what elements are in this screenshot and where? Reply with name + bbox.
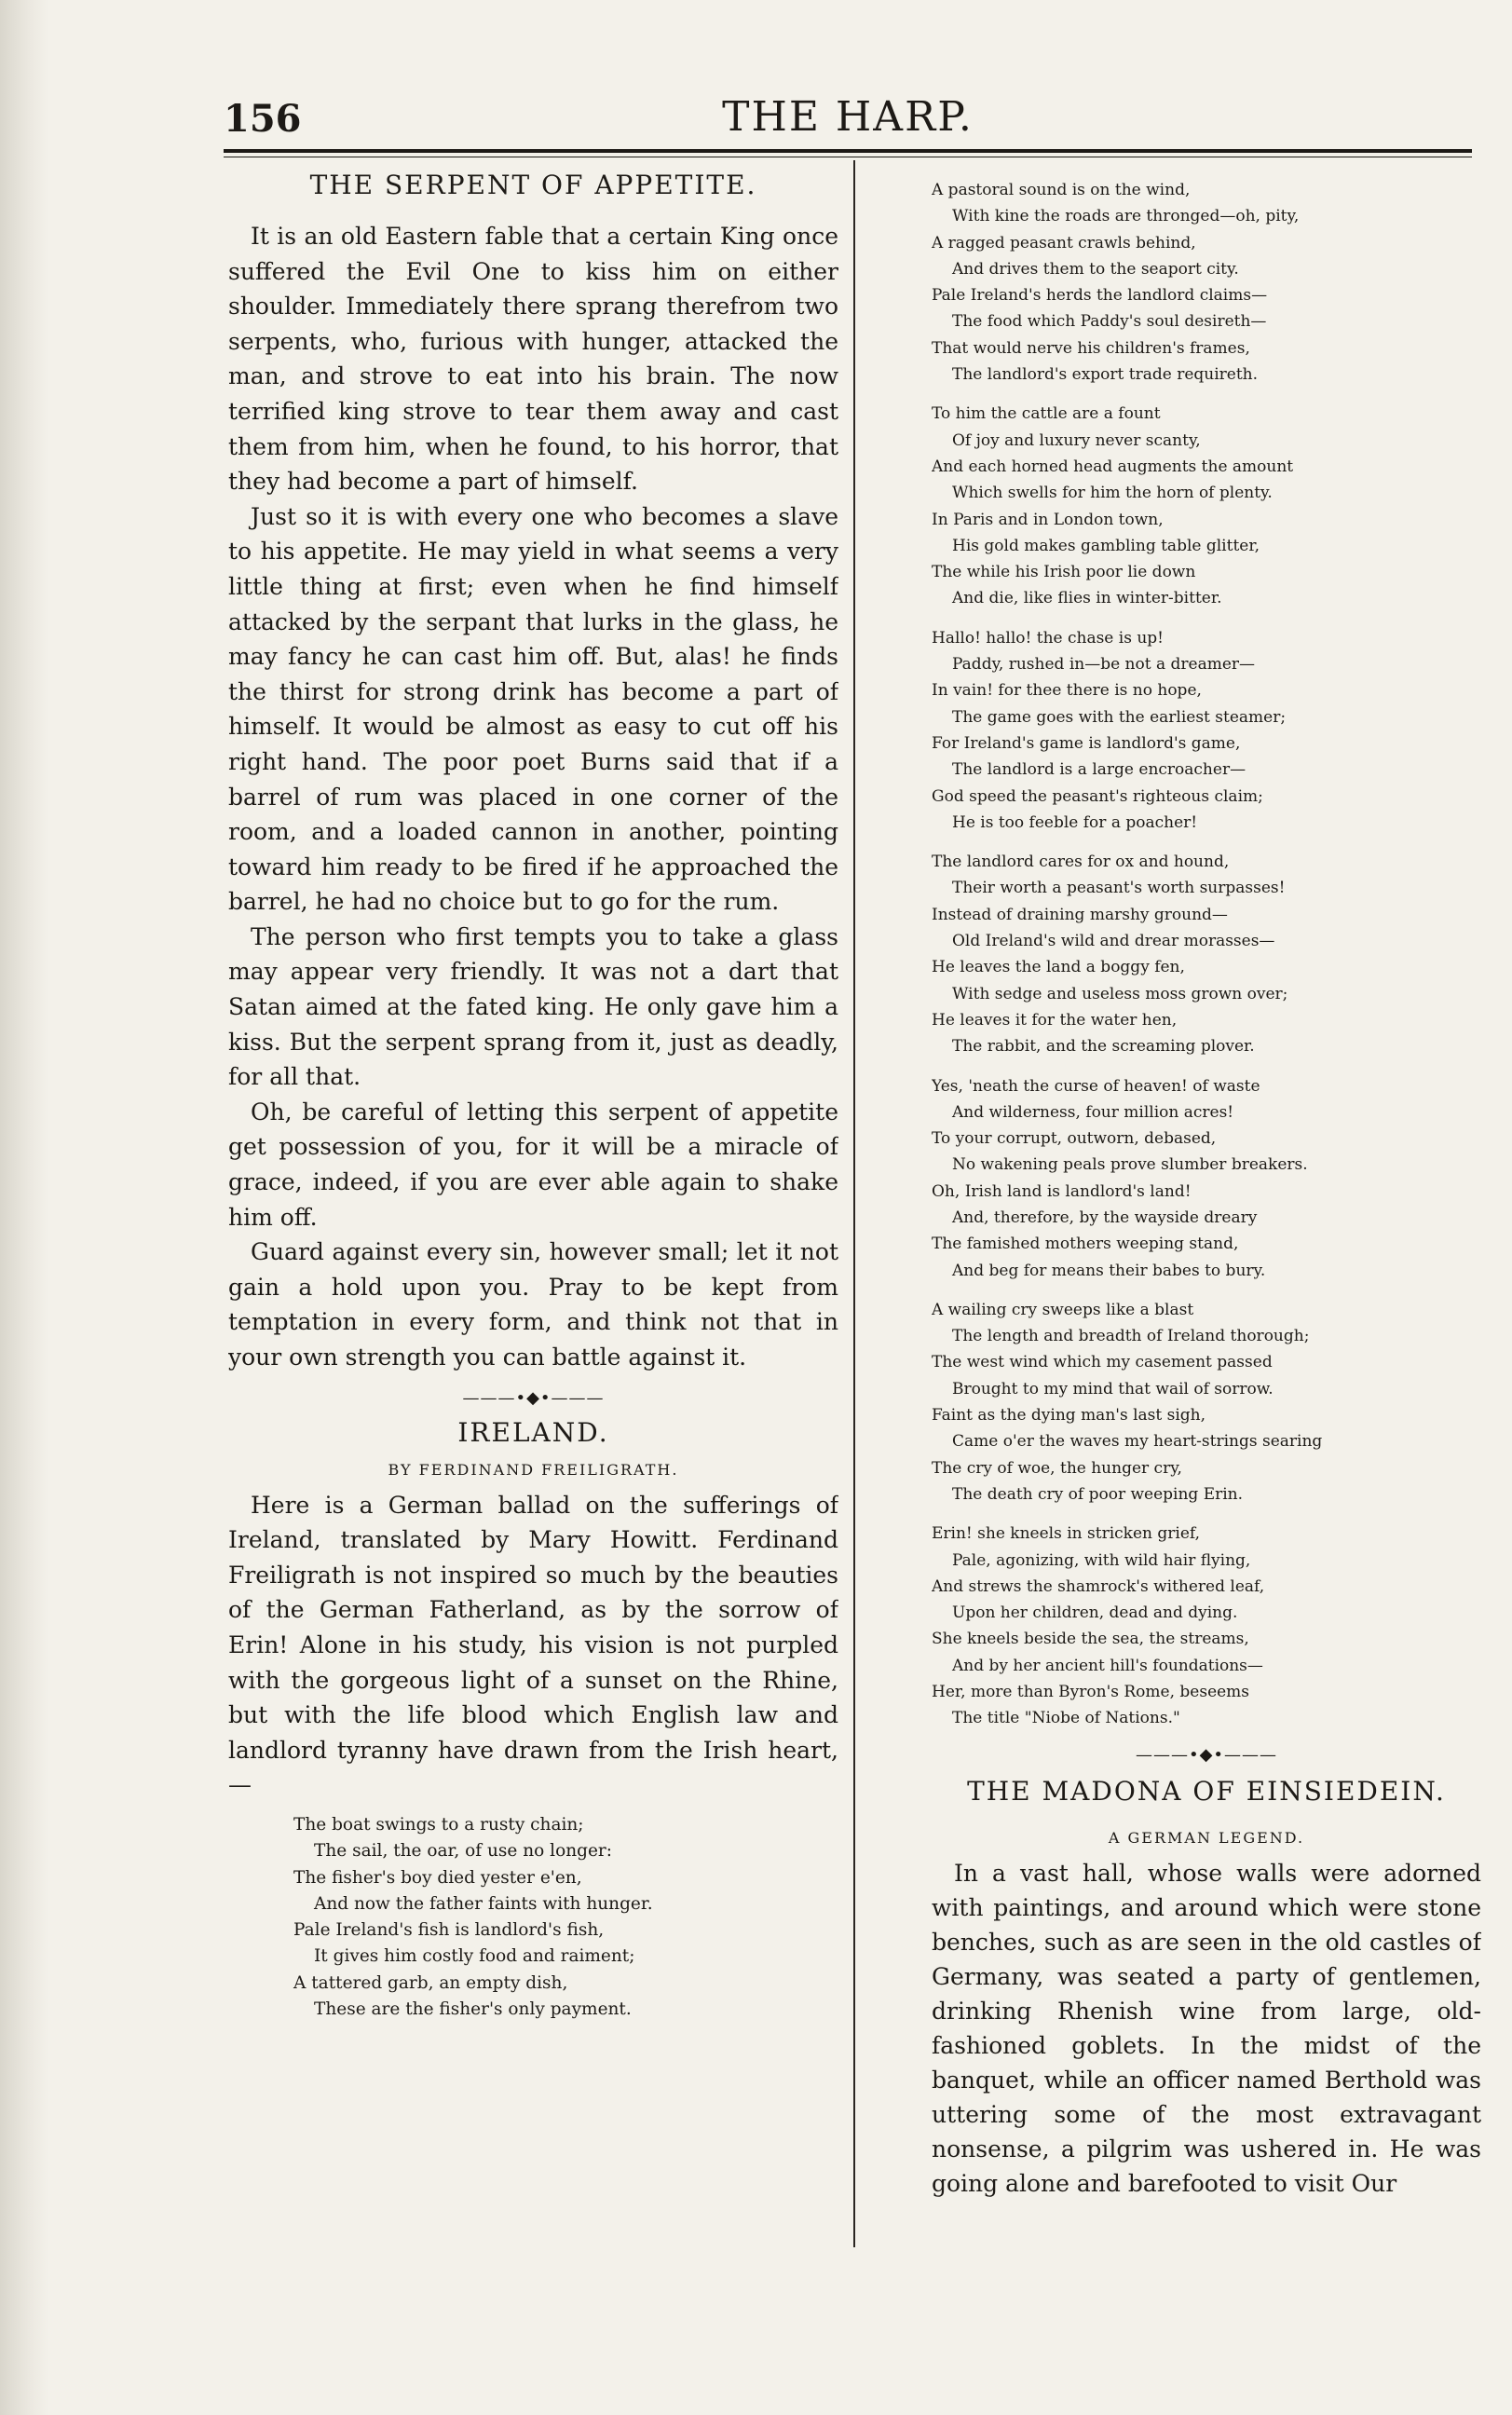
right-column	[932, 177, 1481, 2236]
page-header	[224, 89, 1472, 145]
poem-line: Pale, agonizing, with wild hair flying,	[952, 1550, 1251, 1570]
poem-line: The landlord cares for ox and hound,	[932, 853, 1230, 872]
poem-line: The cry of woe, the hunger cry,	[932, 1458, 1182, 1478]
poem-line: The food which Paddy's soul desireth—	[952, 312, 1267, 332]
poem-stanza	[932, 1521, 1481, 1731]
article-paragraph: In a vast hall, whose walls were adorned with paintings, and around which were stone benches, such as are seen in the old castles of Germany, was seated a party of gentlemen, drinking Rhenish wine from large, old-fashioned goblets. In the midst of the banquet, while an officer named Berthold was uttering some of the most extravagant nonsense, a pilgrim was ushered in. He was going alone and barefooted to visit Our	[932, 1859, 1481, 2197]
poem-line: Faint as the dying man's last sigh,	[932, 1406, 1206, 1426]
poem-line: Brought to my mind that wail of sorrow.	[952, 1379, 1274, 1399]
poem-line: His gold makes gambling table glitter,	[952, 536, 1260, 555]
poem-stanza	[932, 401, 1481, 611]
poem-line: And by her ancient hill's foundations—	[952, 1656, 1263, 1675]
poem-line: Instead of draining marshy ground—	[932, 905, 1228, 924]
article-title-madona: THE MADONA OF EINSIEDEIN.	[967, 1775, 1446, 1807]
poem-line: A tattered garb, an empty dish,	[293, 1972, 568, 1993]
poem-line: The famished mothers weeping stand,	[932, 1235, 1239, 1254]
poem-line: The fisher's boy died yester e'en,	[293, 1867, 582, 1888]
poem-line: For Ireland's game is landlord's game,	[932, 733, 1241, 753]
article-paragraph: The person who first tempts you to take a glass may appear very friendly. It was not a dart that Satan aimed at the fated king. He only gave him a kiss. But the serpent sprang from it, just as deadly, for all that.	[228, 922, 838, 1091]
poem-stanza	[932, 177, 1481, 388]
article-title-serpent: THE SERPENT OF APPETITE.	[309, 170, 757, 200]
page-edge-shadow	[0, 0, 48, 2415]
left-column	[228, 170, 838, 2253]
poem-stanza	[932, 849, 1481, 1059]
poem-line: The game goes with the earliest steamer;	[952, 707, 1287, 727]
poem-line: Their worth a peasant's worth surpasses!	[952, 879, 1286, 898]
article-paragraph: Just so it is with every one who becomes a slave to his appetite. He may yield in what seems a very little thing at first; even when he find himself attacked by the serpant that lurks in the glass, he may fancy he can cast him off. But, alas! he finds the thirst for strong drink has become a part of himself. It would be almost as easy to cut off his right hand. The poor poet Burns said that if a barrel of rum was placed in one corner of the room, and a loaded cannon in another, pointing toward him ready to be fired if he approached the barrel, he had no choice but to go for the rum.	[228, 502, 838, 916]
poem-stanza	[293, 1812, 838, 2023]
poem-line: With sedge and useless moss grown over;	[952, 984, 1288, 1003]
poem-stanza	[932, 1073, 1481, 1284]
poem-line: No wakening peals prove slumber breakers.	[952, 1155, 1308, 1175]
poem-line: In vain! for thee there is no hope,	[932, 681, 1202, 701]
poem-line: He leaves the land a boggy fen,	[932, 958, 1185, 977]
poem-line: To him the cattle are a fount	[932, 404, 1161, 424]
poem-line: The title "Niobe of Nations."	[952, 1709, 1180, 1728]
article-paragraph: It is an old Eastern fable that a certain King once suffered the Evil One to kiss him on either shoulder. Immediately there sprang therefrom two serpents, who, furious with hunger, attacked the man, and strove to eat into his brain. The now terrified king strove to tear them away and cast them from him, when he found, to his horror, that they had become a part of himself.	[228, 223, 838, 496]
section-divider-ornament: ———•◆•———	[462, 1387, 605, 1408]
poem-line: Oh, Irish land is landlord's land!	[932, 1181, 1192, 1201]
article-paragraph: Oh, be careful of letting this serpent of appetite get possession of you, for it will be a miracle of grace, indeed, if you are ever able again to shake him off.	[228, 1098, 838, 1231]
poem-line: The death cry of poor weeping Erin.	[952, 1484, 1244, 1504]
poem-line: And now the father faints with hunger.	[314, 1893, 653, 1914]
article-paragraph: Here is a German ballad on the sufferings of Ireland, translated by Mary Howitt. Ferdinand Freiligrath is not inspired so much by the beauties of the German Fatherland, as by the sorrow of Erin! Alone in his study, his vision is not purpled with the gorgeous light of a sunset on the Rhine, but with the life blood which English law and landlord tyranny have drawn from the Irish heart,—	[228, 1491, 838, 1799]
poem-stanza	[932, 625, 1481, 836]
poem-line: Of joy and luxury never scanty,	[952, 430, 1201, 450]
poem-line: And beg for means their babes to bury.	[952, 1261, 1266, 1280]
poem-line: The rabbit, and the screaming plover.	[952, 1037, 1255, 1057]
poem-line: A ragged peasant crawls behind,	[932, 233, 1196, 252]
poem-line: Pale Ireland's fish is landlord's fish,	[293, 1920, 605, 1941]
page-number: 156	[224, 97, 302, 141]
header-rule	[224, 149, 1472, 153]
poem-line: And die, like flies in winter-bitter.	[952, 589, 1222, 608]
poem-line: He leaves it for the water hen,	[932, 1010, 1178, 1030]
poem-line: God speed the peasant's righteous claim;	[932, 786, 1263, 806]
column-divider	[853, 160, 855, 2247]
poem-line: Yes, 'neath the curse of heaven! of waste	[932, 1076, 1260, 1096]
poem-line: It gives him costly food and raiment;	[314, 1946, 635, 1967]
article-title-ireland: IRELAND.	[457, 1416, 609, 1448]
poem-line: Came o'er the waves my heart-strings searing	[952, 1432, 1323, 1452]
poem-line: And drives them to the seaport city.	[952, 259, 1239, 279]
poem-line: A pastoral sound is on the wind,	[932, 181, 1191, 199]
poem-line: Hallo! hallo! the chase is up!	[932, 628, 1164, 648]
poem-line: With kine the roads are thronged—oh, pity,	[952, 207, 1300, 226]
poem-line: Paddy, rushed in—be not a dreamer—	[952, 655, 1256, 675]
poem-line: He is too feeble for a poacher!	[952, 812, 1198, 832]
poem-line: The while his Irish poor lie down	[932, 563, 1196, 582]
poem-line: Old Ireland's wild and drear morasses—	[952, 932, 1275, 951]
poem-line: In Paris and in London town,	[932, 510, 1164, 529]
poem-line: The west wind which my casement passed	[932, 1353, 1273, 1372]
byline: A GERMAN LEGEND.	[1108, 1828, 1305, 1847]
poem-line: Which swells for him the horn of plenty.	[952, 484, 1273, 503]
poem-line: And, therefore, by the wayside dreary	[952, 1208, 1258, 1227]
poem-line: Pale Ireland's herds the landlord claims—	[932, 286, 1268, 306]
poem-line: A wailing cry sweeps like a blast	[932, 1300, 1194, 1319]
poem-line: To your corrupt, outworn, debased,	[932, 1129, 1217, 1149]
journal-title: THE HARP.	[722, 93, 974, 141]
poem-line: The sail, the oar, of use no longer:	[314, 1841, 612, 1862]
poem-stanza	[932, 1297, 1481, 1508]
article-paragraph: Guard against every sin, however small; let it not gain a hold upon you. Pray to be kept from temptation in every form, and think not that in your own strength you can battle against it.	[228, 1238, 838, 1371]
poem-line: The length and breadth of Ireland thorough;	[952, 1327, 1310, 1346]
poem-line: And each horned head augments the amount	[932, 457, 1294, 476]
poem-line: The landlord's export trade requireth.	[952, 365, 1259, 385]
poem-line: Her, more than Byron's Rome, beseems	[932, 1683, 1250, 1702]
poem-line: These are the fisher's only payment.	[314, 1999, 632, 2020]
poem-continuation	[932, 177, 1481, 1732]
poem-line: And strews the shamrock's withered leaf,	[932, 1576, 1265, 1596]
poem-line: The landlord is a large encroacher—	[952, 760, 1246, 780]
poem-line: She kneels beside the sea, the streams,	[932, 1630, 1249, 1649]
byline: BY FERDINAND FREILIGRATH.	[388, 1460, 679, 1479]
poem-line: Erin! she kneels in stricken grief,	[932, 1524, 1200, 1544]
section-divider-ornament: ———•◆•———	[1135, 1744, 1278, 1765]
poem-line: Upon her children, dead and dying.	[952, 1603, 1238, 1623]
poem-line: That would nerve his children's frames,	[932, 338, 1250, 358]
poem-line: And wilderness, four million acres!	[952, 1102, 1234, 1122]
poem-line: The boat swings to a rusty chain;	[293, 1814, 584, 1835]
